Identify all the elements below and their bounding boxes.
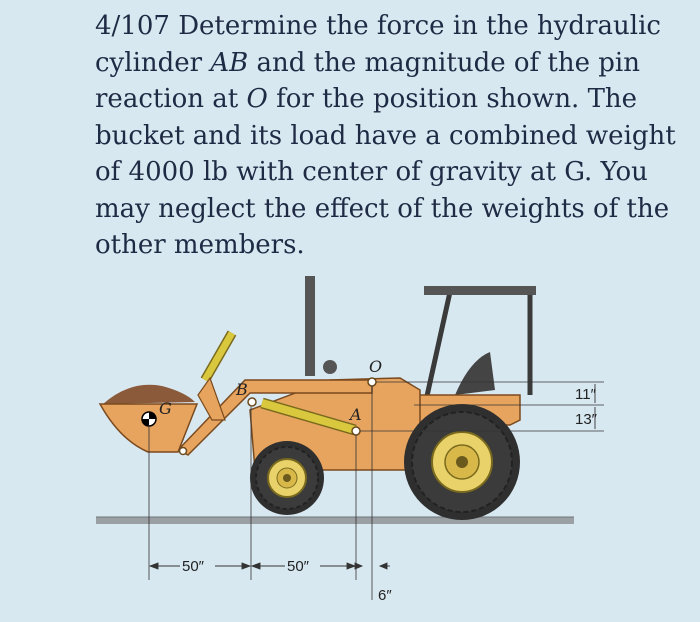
pin-label: O xyxy=(246,84,268,114)
ground xyxy=(96,517,574,524)
front-wheel xyxy=(250,441,324,515)
label-b: B xyxy=(236,380,248,399)
cg-label: G xyxy=(564,157,585,187)
problem-text-2: and the magnitude of the pin reaction at xyxy=(95,47,640,114)
exhaust-stack xyxy=(305,276,315,376)
dim-11: 11″ xyxy=(575,386,596,403)
label-a: A xyxy=(350,405,362,424)
problem-statement xyxy=(95,8,685,264)
pin-bucket xyxy=(180,448,187,455)
pin-o xyxy=(368,378,376,386)
pin-a xyxy=(352,427,360,435)
label-o: O xyxy=(369,357,383,376)
loader-figure xyxy=(0,250,700,622)
problem-number: 4/107 xyxy=(95,11,170,41)
pin-b xyxy=(248,398,256,406)
dim-6: 6″ xyxy=(378,587,392,604)
cg-marker xyxy=(142,412,156,426)
problem-text-4: . You may neglect the effect of the weights of the other members. xyxy=(95,157,670,260)
problem-text-1: Determine the force in the hydraulic cylinder xyxy=(95,11,661,78)
bucket-load xyxy=(103,385,195,404)
problem-text-3: for the position shown. The bucket and its load have a combined weight of 4000 lb with center of gravity at xyxy=(95,84,676,187)
dim-50-right: 50″ xyxy=(287,558,309,575)
seat xyxy=(455,352,495,395)
cylinder-label: AB xyxy=(210,47,249,78)
rear-wheel xyxy=(404,404,520,520)
label-g: G xyxy=(159,399,172,418)
rops-top xyxy=(424,286,536,295)
air-intake xyxy=(323,360,337,374)
dim-13: 13″ xyxy=(575,411,597,428)
dim-50-left: 50″ xyxy=(182,558,204,575)
